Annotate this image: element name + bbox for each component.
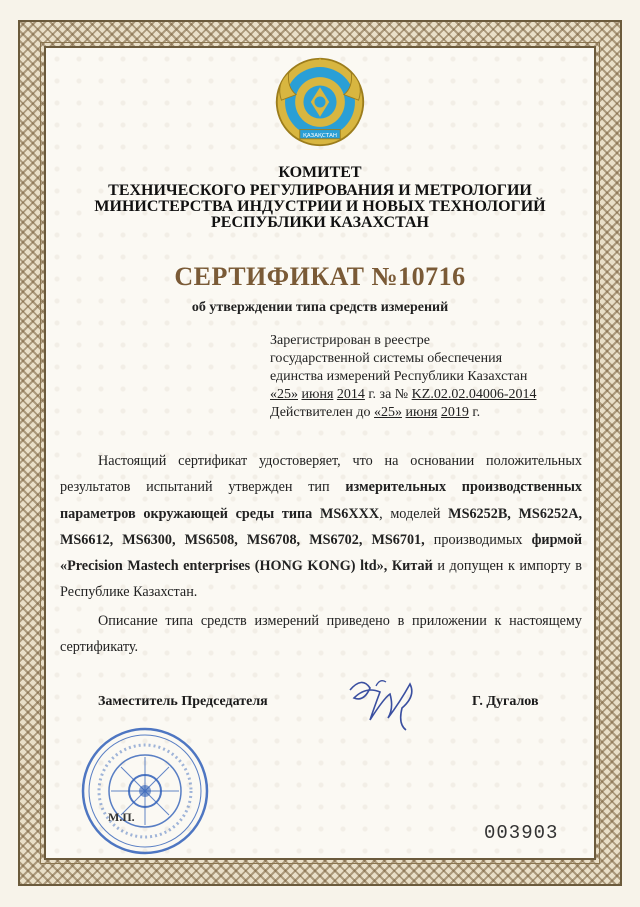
- body-text-part: и допущен к импорту в Республике Казахстан.: [60, 558, 582, 601]
- header-committee: КОМИТЕТ: [278, 164, 362, 181]
- validity-day: «25»: [374, 405, 403, 420]
- validity-line: [270, 404, 590, 422]
- body-product-type: измерительных производственных параметров окружающей среды типа MS6XXX: [60, 479, 582, 522]
- body-model-list: MS6252B, MS6252A, MS6612, MS6300, MS6508, MS6708, MS6702, MS6701,: [60, 505, 582, 548]
- certificate-number: 10716: [398, 262, 466, 291]
- certificate-title-prefix: СЕРТИФИКАТ №: [174, 262, 399, 291]
- registry-number: KZ.02.02.04006-2014: [411, 387, 537, 402]
- certificate-body-paragraph: [60, 448, 582, 606]
- registry-year-suffix: г. за №: [364, 387, 412, 402]
- signatory-name: Г. Дугалов: [472, 694, 539, 709]
- serial-number: 003903: [484, 822, 559, 844]
- validity-suffix: г.: [468, 405, 481, 420]
- signature-icon: [340, 668, 430, 738]
- body-text-part: производимых: [424, 531, 532, 548]
- header-department: ТЕХНИЧЕСКОГО РЕГУЛИРОВАНИЯ И МЕТРОЛОГИИ: [108, 182, 532, 199]
- validity-month: июня: [405, 405, 438, 420]
- registry-year: 2014: [336, 387, 365, 402]
- body-text-part: , моделей: [379, 505, 449, 522]
- state-emblem-icon: [274, 56, 366, 148]
- header-ministry: МИНИСТЕРСТВА ИНДУСТРИИ И НОВЫХ ТЕХНОЛОГИЙ: [94, 198, 546, 215]
- body-manufacturer: фирмой «Precision Mastech enterprises (HONG KONG) ltd», Китай: [60, 531, 582, 575]
- registry-day: «25»: [270, 387, 298, 402]
- signatory-position: Заместитель Председателя: [98, 694, 268, 709]
- stamp-place-mark: М.П.: [108, 810, 135, 824]
- certificate-title: [60, 262, 580, 292]
- registry-date-line: [270, 386, 590, 404]
- validity-prefix: Действителен до: [270, 405, 375, 420]
- registry-month: июня: [301, 387, 334, 402]
- registry-block: [270, 332, 590, 422]
- certificate-subtitle: об утверждении типа средств измерений: [191, 300, 449, 315]
- registry-line: Зарегистрирован в реестре: [270, 333, 430, 348]
- validity-year: 2019: [440, 405, 469, 420]
- header-republic: РЕСПУБЛИКИ КАЗАХСТАН: [211, 214, 429, 231]
- registry-line: государственной системы обеспечения: [270, 351, 503, 366]
- appendix-note-text: Описание типа средств измерений приведено в приложении к настоящему сертификату.: [60, 613, 582, 656]
- registry-line: единства измерений Республики Казахстан: [270, 369, 528, 384]
- body-text-part: Настоящий сертификат удостоверяет, что на основании положительных результатов испытаний утвержден тип: [60, 453, 582, 496]
- official-seal-icon: [78, 724, 213, 859]
- svg-text:ҚАЗАҚСТАН: ҚАЗАҚСТАН: [302, 132, 338, 139]
- certificate-appendix-note: [60, 608, 582, 661]
